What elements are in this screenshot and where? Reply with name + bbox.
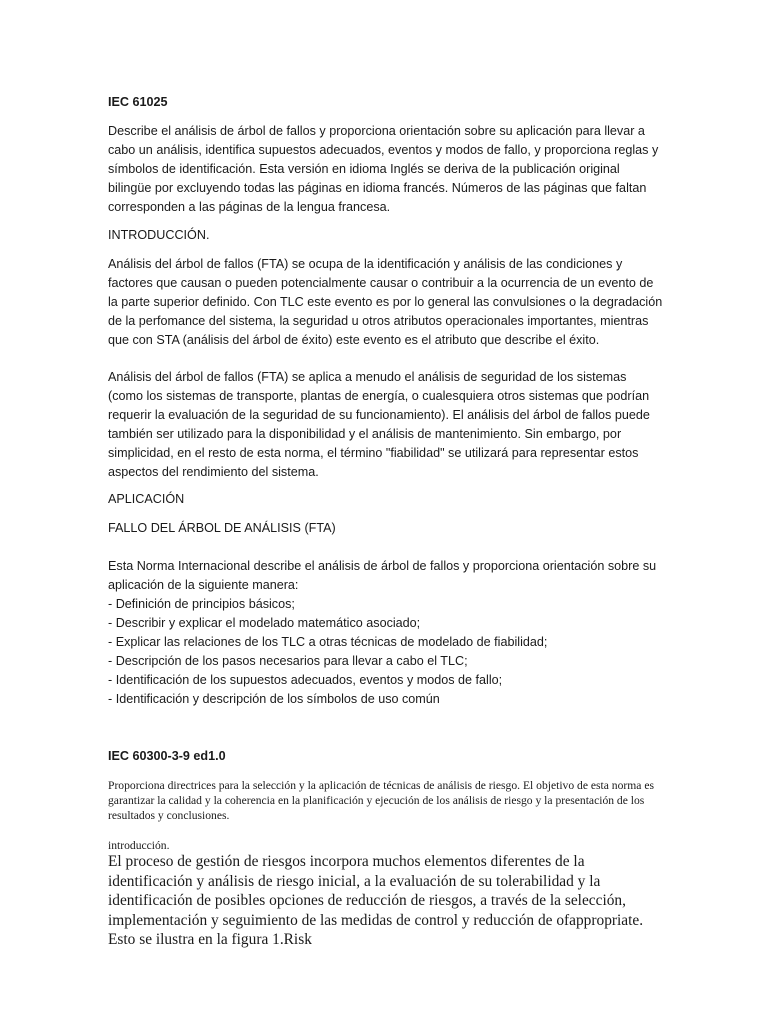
list-item: - Identificación de los supuestos adecuados, eventos y modos de fallo; <box>108 673 503 687</box>
heading-iec-61025: IEC 61025 <box>108 95 168 109</box>
list-item: - Descripción de los pasos necesarios para llevar a cabo el TLC; <box>108 654 468 668</box>
heading-aplicacion: APLICACIÓN <box>108 492 185 506</box>
aplicacion-block <box>108 557 664 709</box>
list-item: - Definición de principios básicos; <box>108 597 295 611</box>
list-item: - Identificación y descripción de los símbolos de uso común <box>108 692 440 706</box>
introduccion-text: El proceso de gestión de riesgos incorpora muchos elementos diferentes de la identificación y análisis de riesgo inicial, a la evaluación de su tolerabilidad y la identificación de posibles opciones de reducción de riesgos, a través de la selección, implementación y seguimiento de las medidas de control y reducción de ofappropriate. Esto se ilustra en la figura 1.Risk <box>108 853 644 948</box>
aplicacion-list <box>108 595 664 709</box>
iec-61025-description: Describe el análisis de árbol de fallos y proporciona orientación sobre su aplicación para llevar a cabo un análisis, identifica supuestos adecuados, eventos y modos de fallo, y proporciona reglas y símbolos de identificación. Esta versión en idioma Inglés se deriva de la publicación original bilingüe por excluyendo todas las páginas en idioma francés. Números de las páginas que faltan corresponden a las páginas de la lengua francesa. <box>108 124 659 214</box>
introduccion-paragraph-2: Análisis del árbol de fallos (FTA) se aplica a menudo el análisis de seguridad de los sistemas (como los sistemas de transporte, plantas de energía, o cualesquiera otros sistemas que podrían requerir la evaluación de la seguridad de su funcionamiento). El análisis del árbol de fallos puede también ser utilizado para la disponibilidad y el análisis de mantenimiento. Sin embargo, por simplicidad, en el resto de esta norma, el término "fiabilidad" se utilizará para representar estos aspectos del rendimiento del sistema. <box>108 370 650 479</box>
aplicacion-intro: Esta Norma Internacional describe el análisis de árbol de fallos y proporciona orientación sobre su aplicación de la siguiente manera: <box>108 559 657 592</box>
list-item: - Explicar las relaciones de los TLC a otras técnicas de modelado de fiabilidad; <box>108 635 548 649</box>
heading-introduccion: INTRODUCCIÓN. <box>108 228 210 242</box>
introduccion-label: introducción. <box>108 839 170 852</box>
list-item: - Describir y explicar el modelado matemático asociado; <box>108 616 421 630</box>
heading-iec-60300: IEC 60300-3-9 ed1.0 <box>108 749 226 763</box>
subheading-fta: FALLO DEL ÁRBOL DE ANÁLISIS (FTA) <box>108 521 336 535</box>
iec-60300-description: Proporciona directrices para la selección y la aplicación de técnicas de análisis de riesgo. El objetivo de esta norma es garantizar la calidad y la coherencia en la planificación y ejecución de los análisis de riesgo y la presentación de los resultados y conclusiones. <box>108 779 654 822</box>
introduccion-paragraph-1: Análisis del árbol de fallos (FTA) se ocupa de la identificación y análisis de las condiciones y factores que causan o pueden potencialmente causar o contribuir a la ocurrencia de un evento de la parte superior definido. Con TLC este evento es por lo general las convulsiones o la degradación de la perfomance del sistema, la seguridad u otros atributos operacionales importantes, mientras que con STA (análisis del árbol de éxito) este evento es el atributo que describe el éxito. <box>108 257 663 347</box>
